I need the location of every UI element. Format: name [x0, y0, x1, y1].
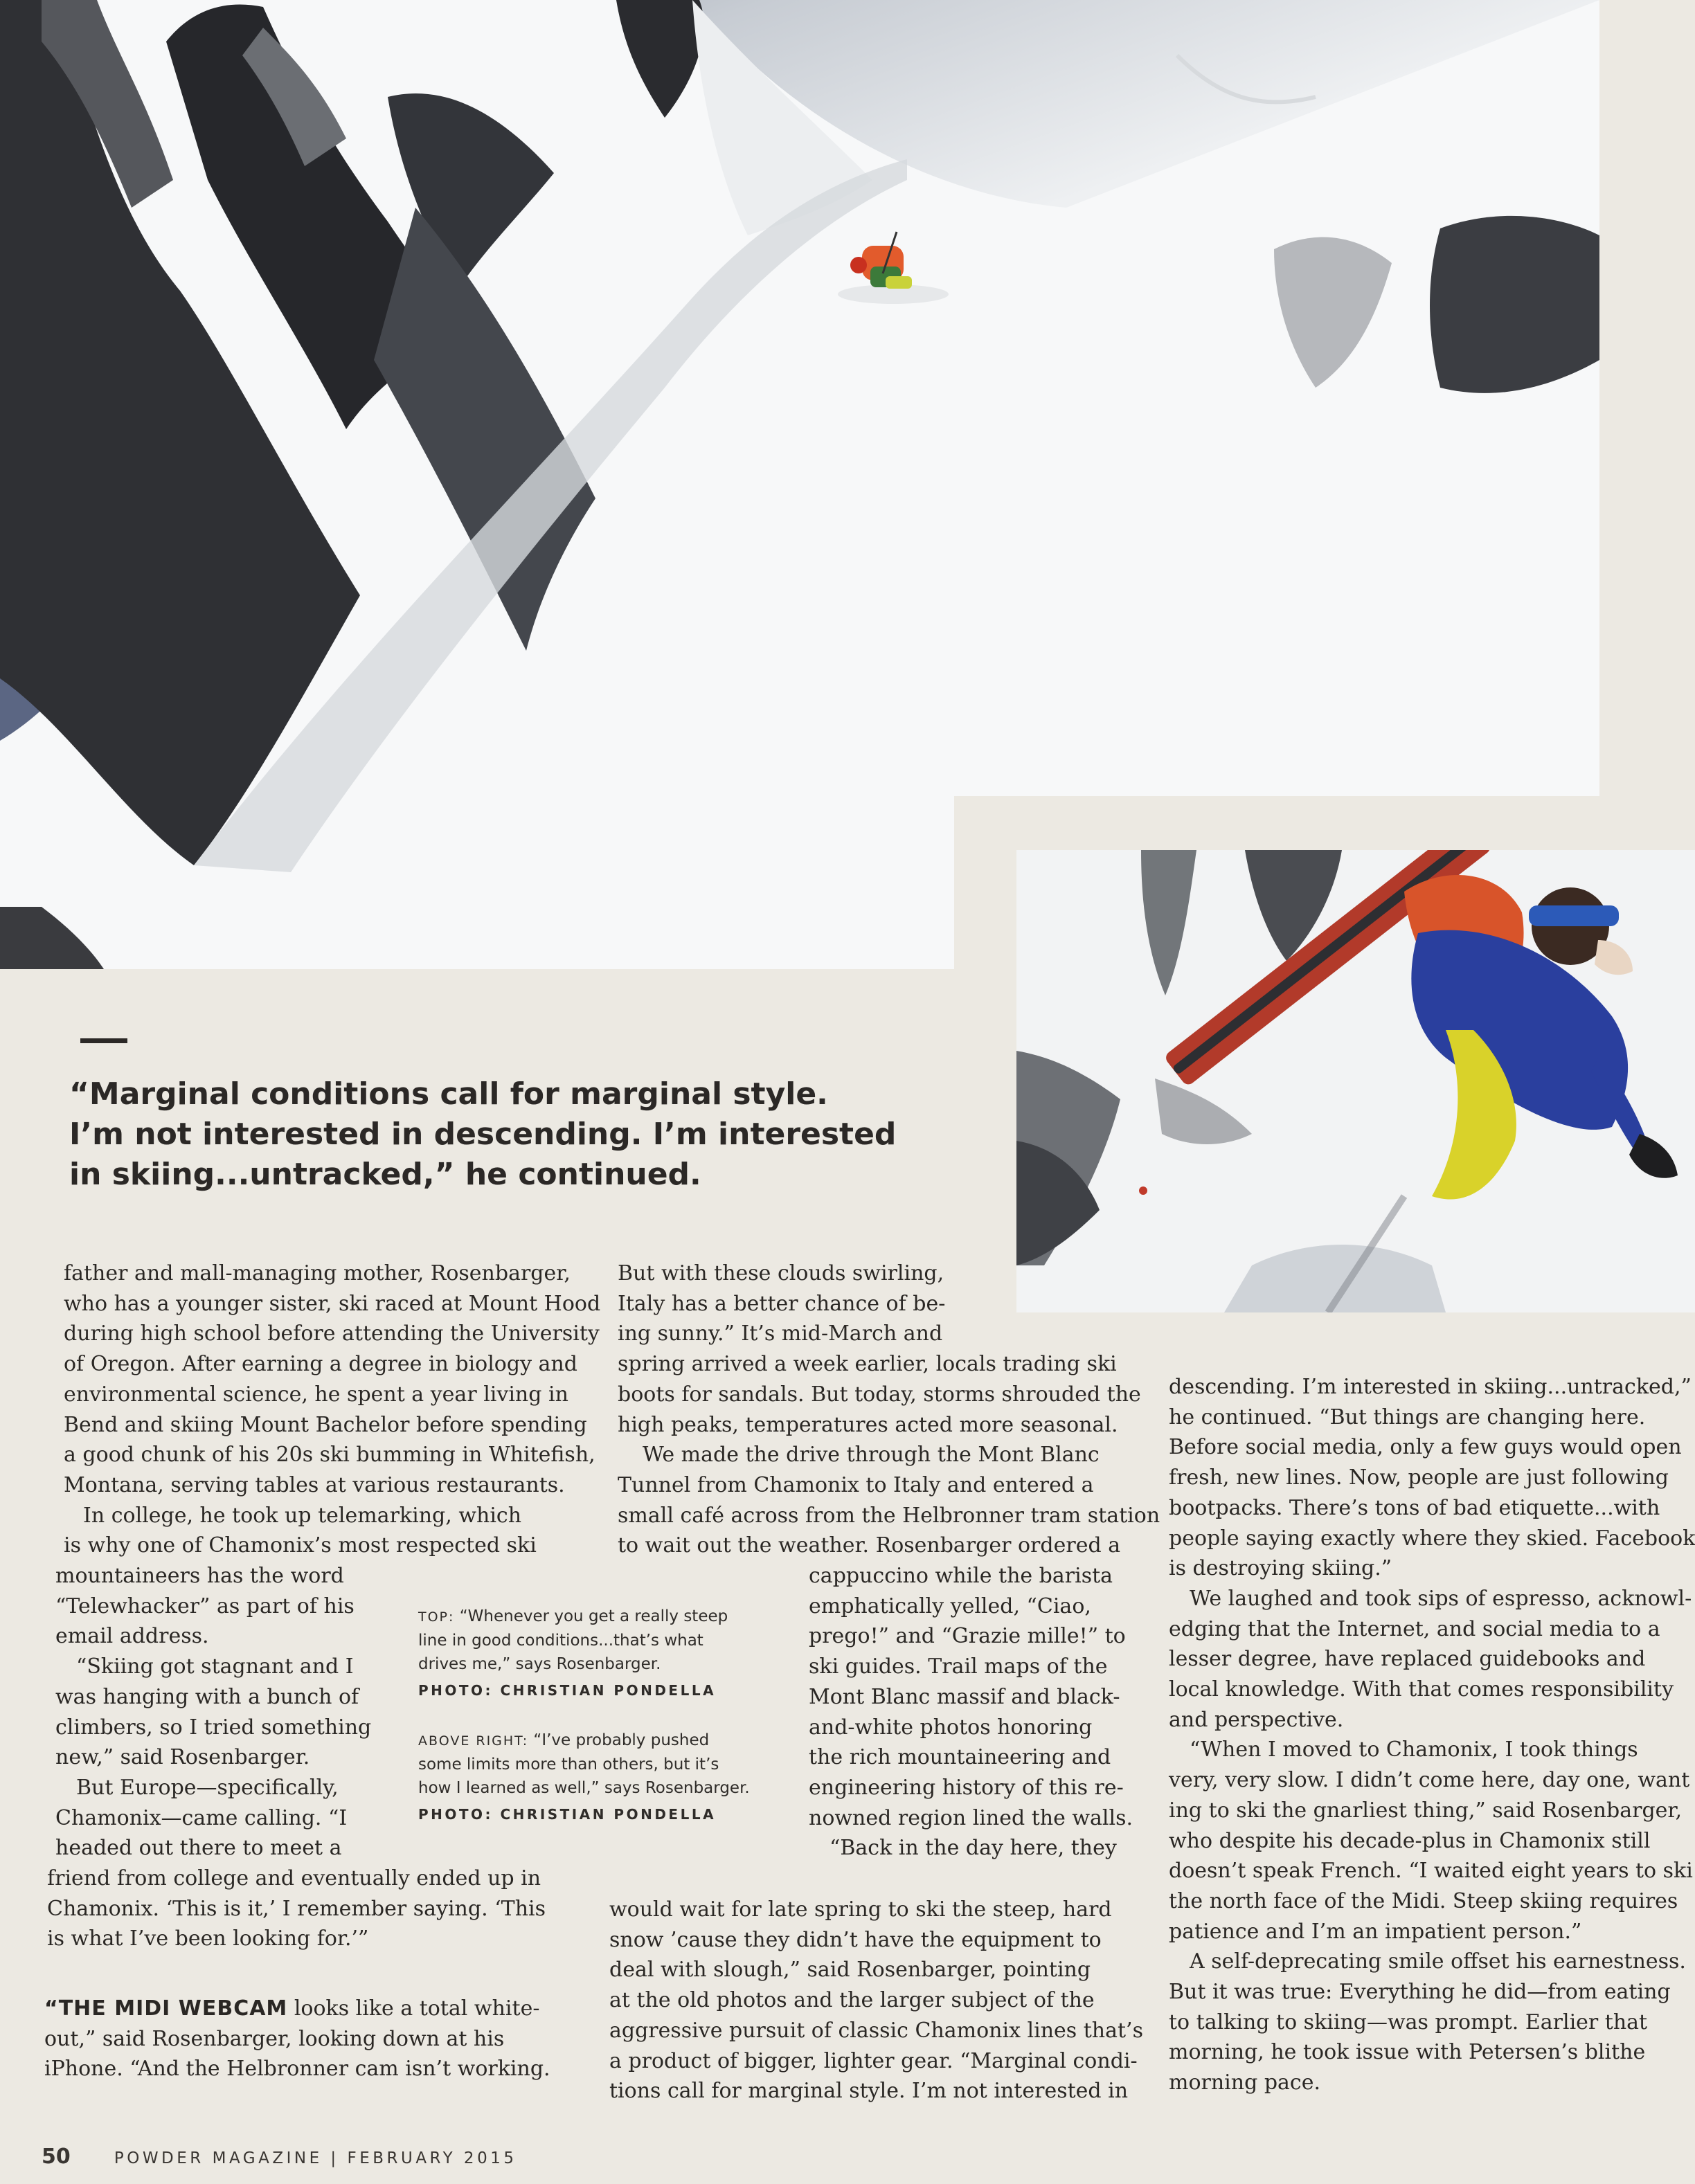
text-line: aggressive pursuit of classic Chamonix lines that’s — [609, 2018, 1143, 2043]
text-line: to wait out the weather. Rosenbarger ordered a — [618, 1533, 1121, 1558]
magazine-issue: POWDER MAGAZINE | FEBRUARY 2015 — [114, 2149, 517, 2167]
text-line: new,” said Rosenbarger. — [55, 1745, 310, 1770]
text-line: Mont Blanc massif and black- — [809, 1684, 1120, 1709]
text-line: morning pace. — [1169, 2070, 1321, 2095]
text-line: We made the drive through the Mont Blanc — [643, 1443, 1100, 1468]
middle-column-narrow — [809, 1561, 1133, 1863]
text-line: would wait for late spring to ski the steep, hard — [609, 1897, 1112, 1922]
text-line: fresh, new lines. Now, people are just following — [1169, 1465, 1669, 1490]
text-line: is why one of Chamonix’s most respected ski — [64, 1533, 537, 1558]
text-line: descending. I’m interested in skiing...untracked,” — [1169, 1375, 1692, 1399]
pull-quote — [69, 1074, 928, 1195]
text-line: headed out there to meet a — [55, 1836, 342, 1861]
section-lead-rest: looks like a total white- — [287, 1996, 540, 2021]
section-break-paragraph — [44, 1994, 550, 2084]
photo-credit-top: PHOTO: CHRISTIAN PONDELLA — [418, 1682, 717, 1699]
text-line: father and mall-managing mother, Rosenbarger, — [64, 1261, 571, 1285]
left-column-bottom — [47, 1863, 546, 1954]
text-line: doesn’t speak French. “I waited eight years to ski — [1169, 1859, 1693, 1884]
text-line: tions call for marginal style. I’m not interested in — [609, 2079, 1129, 2104]
text-line: is destroying skiing.” — [1169, 1556, 1392, 1581]
text-line: But it was true: Everything he did—from eating — [1169, 1980, 1671, 2005]
text-line: is what I’ve been looking for.’” — [47, 1926, 369, 1951]
text-line: bootpacks. There’s tons of bad etiquette...with — [1169, 1495, 1660, 1520]
distant-climber-figure — [1139, 1186, 1147, 1195]
caption-line: how I learned as well,” says Rosenbarger. — [418, 1779, 750, 1797]
text-line: and perspective. — [1169, 1707, 1344, 1732]
text-line: he continued. “But things are changing here. — [1169, 1405, 1646, 1429]
text-line: environmental science, he spent a year living in — [64, 1382, 568, 1407]
text-line: a product of bigger, lighter gear. “Marginal condi- — [609, 2048, 1138, 2073]
text-line: of Oregon. After earning a degree in biology and — [64, 1352, 577, 1377]
text-line: deal with slough,” said Rosenbarger, pointing — [609, 1958, 1091, 1983]
middle-column-bottom — [609, 1895, 1143, 2106]
text-line: at the old photos and the larger subject of the — [609, 1988, 1095, 2013]
text-line: high peaks, temperatures acted more seasonal. — [618, 1412, 1118, 1437]
text-line: who despite his decade-plus in Chamonix still — [1169, 1828, 1651, 1853]
pull-quote-line: I’m not interested in descending. I’m interested — [69, 1117, 897, 1152]
text-line: In college, he took up telemarking, which — [83, 1503, 522, 1528]
right-column — [1169, 1372, 1695, 2098]
text-line: Tunnel from Chamonix to Italy and entered a — [618, 1472, 1094, 1497]
text-line: “Telewhacker” as part of his — [55, 1594, 355, 1618]
photo-above-right-climber — [1016, 850, 1695, 1312]
photo-captions — [418, 1605, 778, 1826]
caption-line: ABOVE RIGHT: “I’ve probably pushed — [418, 1731, 710, 1749]
text-line: the north face of the Midi. Steep skiing requires — [1169, 1888, 1678, 1913]
text-line: the rich mountaineering and — [809, 1745, 1111, 1770]
text-line: morning, he took issue with Petersen’s blithe — [1169, 2040, 1646, 2065]
text-line: was hanging with a bunch of — [55, 1684, 359, 1709]
caption-tag-right: ABOVE RIGHT: — [418, 1733, 529, 1749]
text-line: email address. — [55, 1624, 209, 1649]
text-line: But Europe—specifically, — [76, 1775, 339, 1800]
photo-credit-right: PHOTO: CHRISTIAN PONDELLA — [418, 1806, 717, 1823]
text-line: iPhone. “And the Helbronner cam isn’t working. — [44, 2057, 550, 2082]
text-line: small café across from the Helbronner tram station — [618, 1503, 1160, 1528]
text-line: people saying exactly where they skied. Facebook — [1169, 1526, 1695, 1551]
text-line: “When I moved to Chamonix, I took things — [1190, 1738, 1638, 1762]
text-line: A self-deprecating smile offset his earnestness. — [1190, 1949, 1686, 1974]
text-line: a good chunk of his 20s ski bumming in Whitefish, — [64, 1443, 595, 1468]
text-line — [44, 1994, 550, 2024]
text-line: local knowledge. With that comes responsibility — [1169, 1677, 1674, 1702]
pull-quote-rule — [80, 1038, 127, 1043]
text-line: ing sunny.” It’s mid-March and — [618, 1321, 943, 1346]
caption-tag-top: TOP: — [418, 1609, 455, 1625]
text-line: cappuccino while the barista — [809, 1564, 1113, 1588]
caption-line: drives me,” says Rosenbarger. — [418, 1655, 661, 1673]
middle-column-top — [618, 1258, 1160, 1561]
text-line: “Back in the day here, they — [829, 1836, 1117, 1861]
caption-line: some limits more than others, but it’s — [418, 1756, 719, 1774]
text-line: out,” said Rosenbarger, looking down at his — [44, 2026, 505, 2051]
text-line: But with these clouds swirling, — [618, 1261, 944, 1285]
text-line: emphatically yelled, “Ciao, — [809, 1594, 1091, 1618]
text-line: Chamonix. ‘This is it,’ I remember saying. ‘This — [47, 1896, 546, 1921]
text-line: spring arrived a week earlier, locals trading ski — [618, 1352, 1117, 1377]
text-line: and-white photos honoring — [809, 1715, 1093, 1740]
text-line: engineering history of this re- — [809, 1775, 1124, 1800]
text-line: snow ’cause they didn’t have the equipment to — [609, 1927, 1102, 1952]
text-line: ski guides. Trail maps of the — [809, 1654, 1108, 1679]
text-line: during high school before attending the University — [64, 1321, 600, 1346]
section-lead-in: “THE MIDI WEBCAM — [44, 1996, 288, 2021]
left-column-narrow — [55, 1561, 371, 1863]
text-line: ing to ski the gnarliest thing,” said Rosenbarger, — [1169, 1798, 1682, 1823]
text-line: Bend and skiing Mount Bachelor before spending — [64, 1412, 587, 1437]
text-line: who has a younger sister, ski raced at Mount Hood — [64, 1291, 601, 1316]
text-line: to talking to skiing—was prompt. Earlier that — [1169, 2010, 1648, 2034]
text-line: We laughed and took sips of espresso, acknowl- — [1190, 1586, 1692, 1611]
pull-quote-line: in skiing...untracked,” he continued. — [69, 1157, 701, 1192]
text-line: climbers, so I tried something — [55, 1715, 372, 1740]
page-number: 50 — [42, 2145, 71, 2169]
page-footer — [42, 2145, 517, 2169]
left-column-top — [64, 1258, 600, 1561]
climber-photo-illustration — [1016, 850, 1695, 1312]
caption-line: TOP: “Whenever you get a really steep — [418, 1607, 728, 1625]
text-line: “Skiing got stagnant and I — [76, 1654, 354, 1679]
pull-quote-line: “Marginal conditions call for marginal style. — [69, 1076, 828, 1112]
text-line: patience and I’m an impatient person.” — [1169, 1919, 1582, 1944]
text-line: mountaineers has the word — [55, 1564, 344, 1588]
text-line: Before social media, only a few guys would open — [1169, 1435, 1682, 1460]
caption-line: line in good conditions...that’s what — [418, 1632, 703, 1650]
text-line: edging that the Internet, and social media to a — [1169, 1616, 1660, 1641]
text-line: Italy has a better chance of be- — [618, 1291, 946, 1316]
text-line: Chamonix—came calling. “I — [55, 1805, 348, 1830]
text-line: very, very slow. I didn’t come here, day one, want — [1169, 1768, 1690, 1793]
text-line: nowned region lined the walls. — [809, 1805, 1133, 1830]
text-line: Montana, serving tables at various restaurants. — [64, 1472, 565, 1497]
text-line: lesser degree, have replaced guidebooks and — [1169, 1647, 1646, 1672]
text-line: boots for sandals. But today, storms shrouded the — [618, 1382, 1141, 1407]
text-line: prego!” and “Grazie mille!” to — [809, 1624, 1126, 1649]
text-line: friend from college and eventually ended up in — [47, 1866, 541, 1890]
